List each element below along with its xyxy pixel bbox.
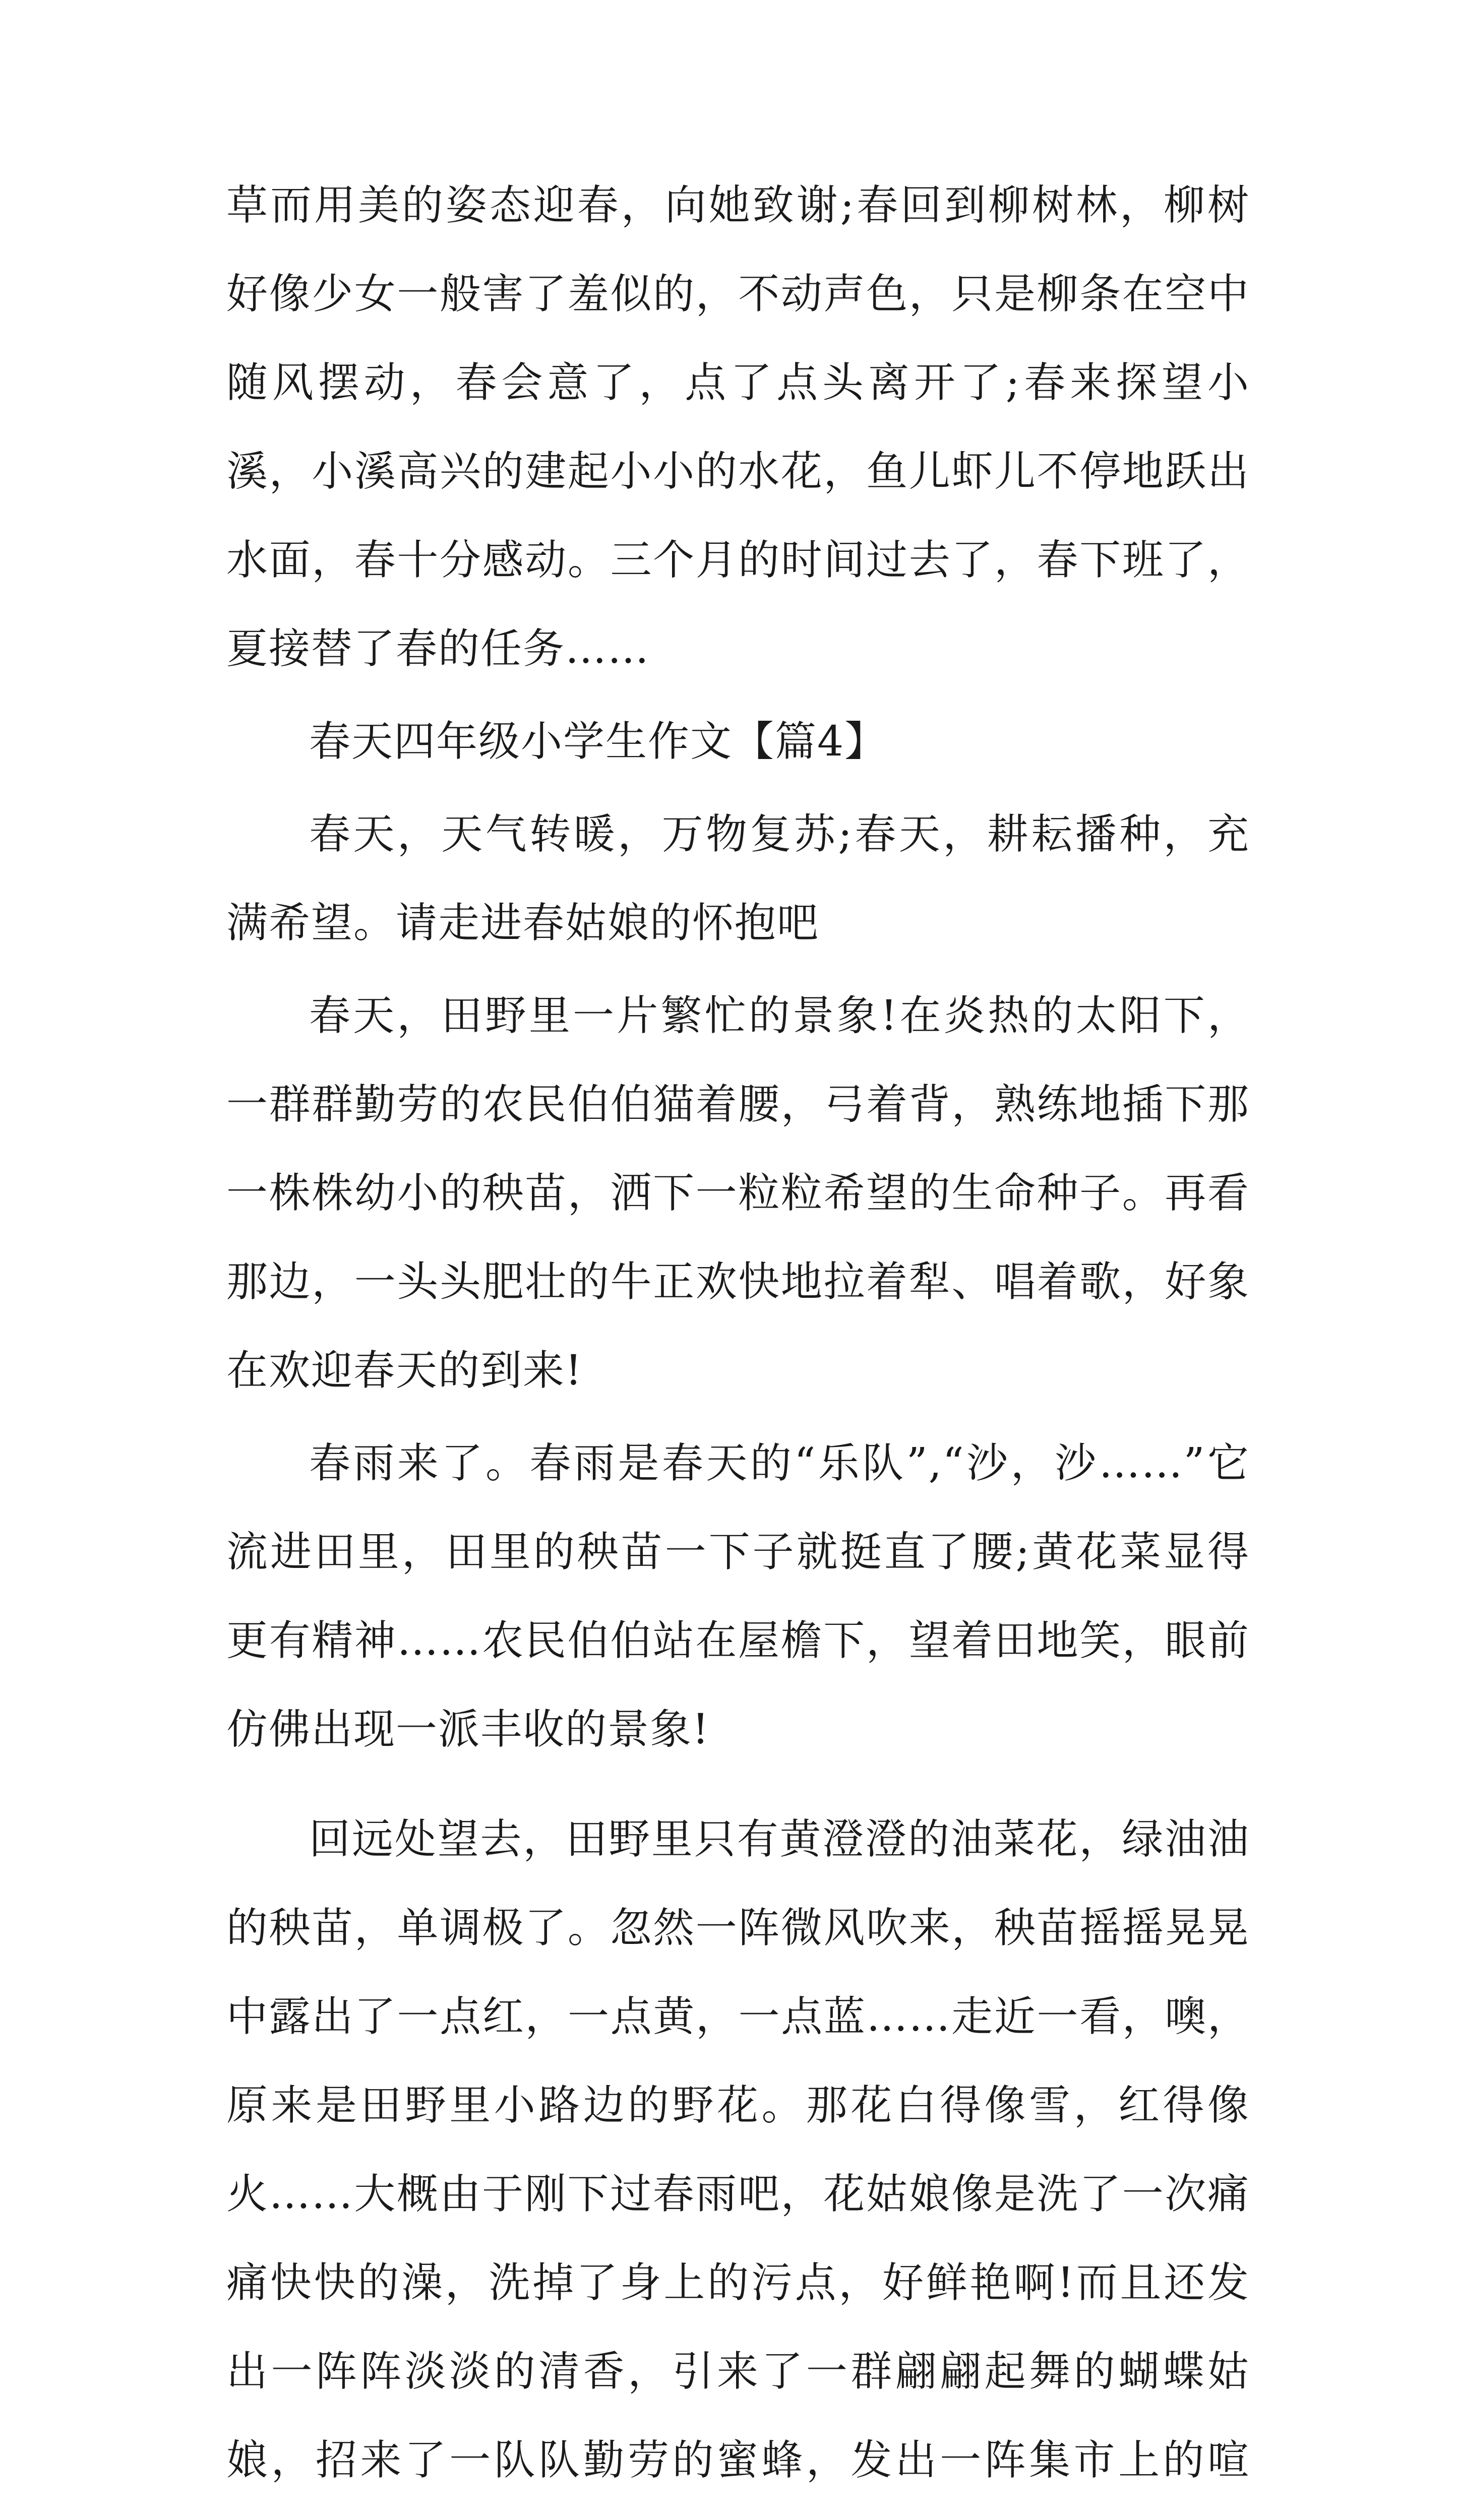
paragraph-wildflowers: 回远处望去，田野里只有黄澄澄的油菜花，绿油油的秧苗，单调极了。忽然一阵微风吹来，秧苗摇摇晃晃中露出了一点红，一点黄，一点蓝……走近一看，噢，原来是田野里小路边的野花。那花白得像雪，红得像火……大概由于刚下过春雨吧，花姑娘像是洗了一次痛痛快快的澡，洗掉了身上的污点，好鲜艳啊!而且还发出一阵阵淡淡的清香，引来了一群翩翩起舞的蝴蝶姑娘，招来了一队队勤劳的蜜蜂，发出一阵集市上的喧 [226,1815,1250,2484]
paragraph-fields: 春天，田野里一片繁忙的景象!在炎热的太阳下，一群群勤劳的农民伯伯猫着腰，弓着背，熟练地插下那一株株幼小的秧苗，洒下一粒粒希望的生命种子。再看那边，一头头肥壮的牛正欢快地拉着犁、唱着歌，好象在欢迎春天的到来! [226,992,1250,1395]
section-heading: 春天四年级小学生作文【篇4】 [309,718,887,766]
essay-body [226,161,1250,2520]
paragraph-intro: 春天，天气转暖，万物复苏;春天，耕耘播种，充满希望。请走进春姑娘的怀抱吧 [226,810,1250,947]
paragraph-spring-rain: 春雨来了。春雨是春天的“乐队”,“沙，沙……”它流进田里，田里的秧苗一下子就挺直了腰;黄花菜显得更有精神……农民伯伯站在屋檐下，望着田地笑，眼前仿佛出现一派丰收的景象! [226,1439,1250,1753]
paragraph-continuation: 草而用美的姿态迎春，向她致谢;春回到柳树林，柳树好像少女一般害了羞似的，不动声色，只是柳条在空中随风摆动，春会意了，点了点头离开了;春来探望小溪，小溪高兴的建起小小的水花，鱼儿虾儿不停地跃出水面，春十分感动。三个月的时间过去了，春下班了，夏接替了春的任务…… [226,181,1250,673]
